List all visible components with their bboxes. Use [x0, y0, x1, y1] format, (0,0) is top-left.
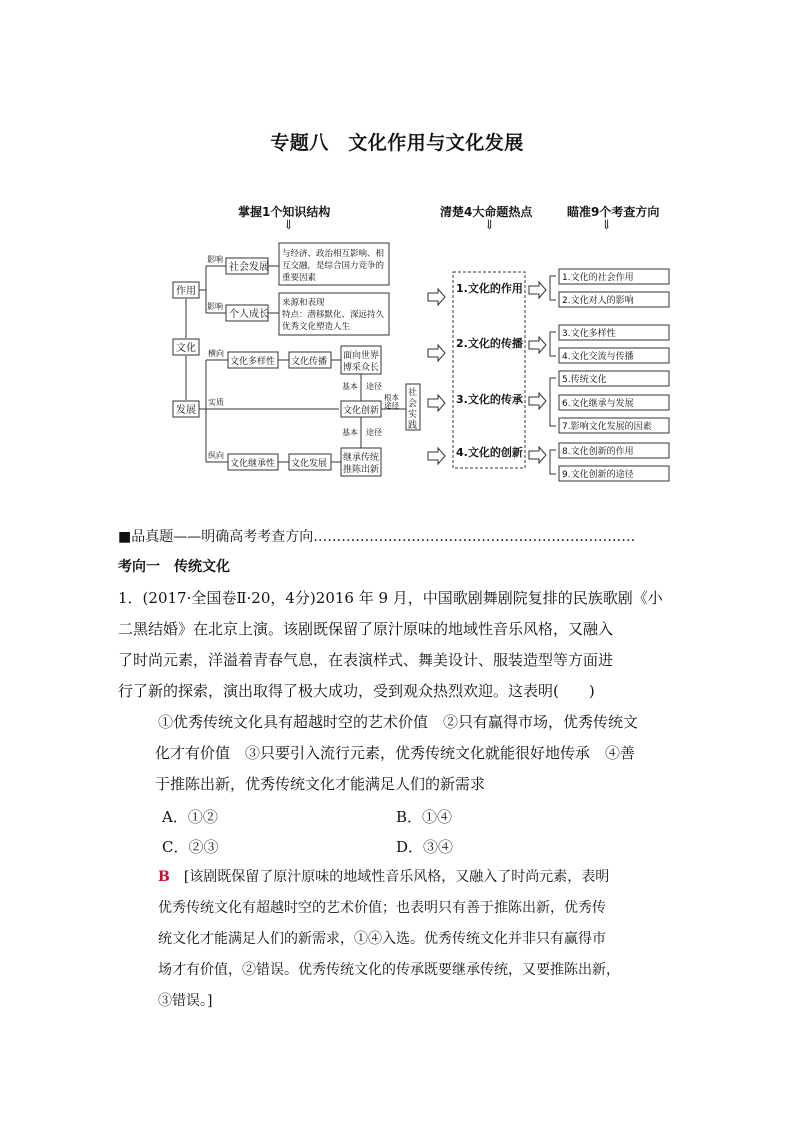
statement-line: ①优秀传统文化具有超越时空的艺术价值 ②只有赢得市场，优秀传统文	[158, 713, 639, 731]
answer-line: 优秀传统文化有超越时空的艺术价值；也表明只有善于推陈出新，优秀传	[158, 900, 606, 916]
social-text-line: 重要因素	[282, 273, 317, 283]
diagram-header-structure: 掌握1个知识结构	[238, 205, 331, 219]
social-practice-char: 践	[408, 421, 418, 431]
answer-explanation	[158, 862, 678, 1017]
down-arrow-icon: ⇓	[484, 218, 495, 233]
statement-line: 于推陈出新，优秀传统文化才能满足人们的新需求	[155, 775, 486, 793]
answer-line: ③错误。]	[158, 993, 213, 1009]
page-title: 专题八 文化作用与文化发展	[270, 132, 524, 154]
label-vertical: 纵向	[208, 451, 224, 460]
question-line: 1．(2017·全国卷Ⅱ·20，4分)2016 年 9 月，中国歌剧舞剧院复排的民族歌剧《小	[118, 589, 663, 607]
face-world-line: 博采众长	[343, 363, 380, 373]
label-influence: 影响	[207, 302, 223, 311]
direction-item: 1.文化的社会作用	[562, 273, 634, 283]
answer-letter: B	[158, 869, 170, 885]
node-personal: 个人成长	[229, 309, 269, 320]
label-basic-path: 基本 途径	[342, 382, 382, 391]
social-text-line: 与经济、政治相互影响、相	[282, 249, 385, 259]
hot-topic: 4.文化的创新	[456, 446, 523, 459]
down-arrow-icon: ⇓	[283, 218, 294, 233]
node-diversity: 文化多样性	[230, 357, 276, 367]
direction-item: 4.文化交流与传播	[562, 352, 634, 362]
sub-heading: 考向一 传统文化	[118, 559, 230, 575]
question-stem	[118, 583, 678, 707]
social-practice-char: 会	[408, 399, 418, 409]
answer-line: [该剧既保留了原汁原味的地域性音乐风格，又融入了时尚元素，表明	[183, 869, 610, 885]
question-line: 二黑结婚》在北京上演。该剧既保留了原汁原味的地域性音乐风格，又融入	[118, 620, 614, 638]
direction-item: 9.文化创新的途径	[562, 470, 634, 480]
label-influence: 影响	[207, 255, 223, 264]
label-essence: 实质	[208, 398, 224, 407]
node-spread: 文化传播	[291, 357, 328, 367]
down-arrow-icon: ⇓	[601, 218, 612, 233]
direction-item: 6.文化继承与发展	[562, 399, 634, 409]
node-develop: 发展	[176, 405, 196, 416]
social-text-line: 互交融，是综合国力竞争的	[282, 261, 385, 271]
hot-topic: 1.文化的作用	[456, 282, 523, 295]
label-horizontal: 横向	[208, 349, 224, 358]
social-practice-char: 实	[408, 410, 418, 420]
question-statements	[155, 707, 678, 800]
node-inheritance: 文化继承性	[230, 459, 276, 469]
direction-item: 3.文化多样性	[562, 329, 616, 339]
node-culture: 文化	[176, 343, 196, 354]
root-path-line: 根本	[384, 393, 399, 402]
answer-line: 场才有价值，②错误。优秀传统文化的传承既要继承传统，又要推陈出新，	[158, 962, 620, 978]
inherit-trad-line: 推陈出新	[343, 465, 380, 475]
question-line: 行了新的探索，演出取得了极大成功，受到观众热烈欢迎。这表明( )	[118, 682, 595, 700]
personal-text-line: 优秀文化塑造人生	[282, 322, 351, 332]
section-heading: ■品真题——明确高考考查方向……………………………………………………………	[118, 529, 636, 545]
option-a: A．①②	[162, 808, 218, 826]
node-social-dev: 社会发展	[229, 262, 269, 273]
knowledge-structure-diagram	[0, 0, 794, 500]
option-b: B．①④	[396, 808, 453, 826]
root-path-line: 途径	[384, 401, 399, 410]
option-d: D．③④	[396, 838, 454, 856]
direction-item: 2.文化对人的影响	[562, 296, 634, 306]
inherit-trad-line: 继承传统	[343, 453, 380, 463]
question-line: 了时尚元素，洋溢着青春气息，在表演样式、舞美设计、服装造型等方面进	[118, 651, 614, 669]
node-culture-dev: 文化发展	[291, 459, 328, 469]
direction-item: 7.影响文化发展的因素	[562, 422, 652, 432]
diagram-header-directions: 瞄准9个考查方向	[567, 205, 660, 219]
personal-text-line: 特点：潜移默化、深远持久	[282, 310, 385, 320]
option-c: C．②③	[162, 838, 219, 856]
direction-item: 5.传统文化	[562, 375, 607, 385]
hot-topic: 2.文化的传播	[456, 337, 523, 350]
node-function: 作用	[176, 286, 196, 297]
hot-topic: 3.文化的传承	[456, 393, 523, 406]
personal-text-line: 来源和表现	[282, 298, 325, 308]
label-basic-path: 基本 途径	[342, 428, 382, 437]
direction-item: 8.文化创新的作用	[562, 447, 634, 457]
social-practice-char: 社	[408, 388, 418, 398]
face-world-line: 面向世界	[343, 351, 380, 361]
node-innovation: 文化创新	[343, 406, 380, 416]
answer-line: 统文化才能满足人们的新需求，①④入选。优秀传统文化并非只有赢得市	[158, 931, 606, 947]
statement-line: 化才有价值 ③只要引入流行元素，优秀传统文化就能很好地传承 ④善	[155, 744, 636, 762]
diagram-header-hot-topics: 清楚4大命题热点	[440, 205, 533, 219]
